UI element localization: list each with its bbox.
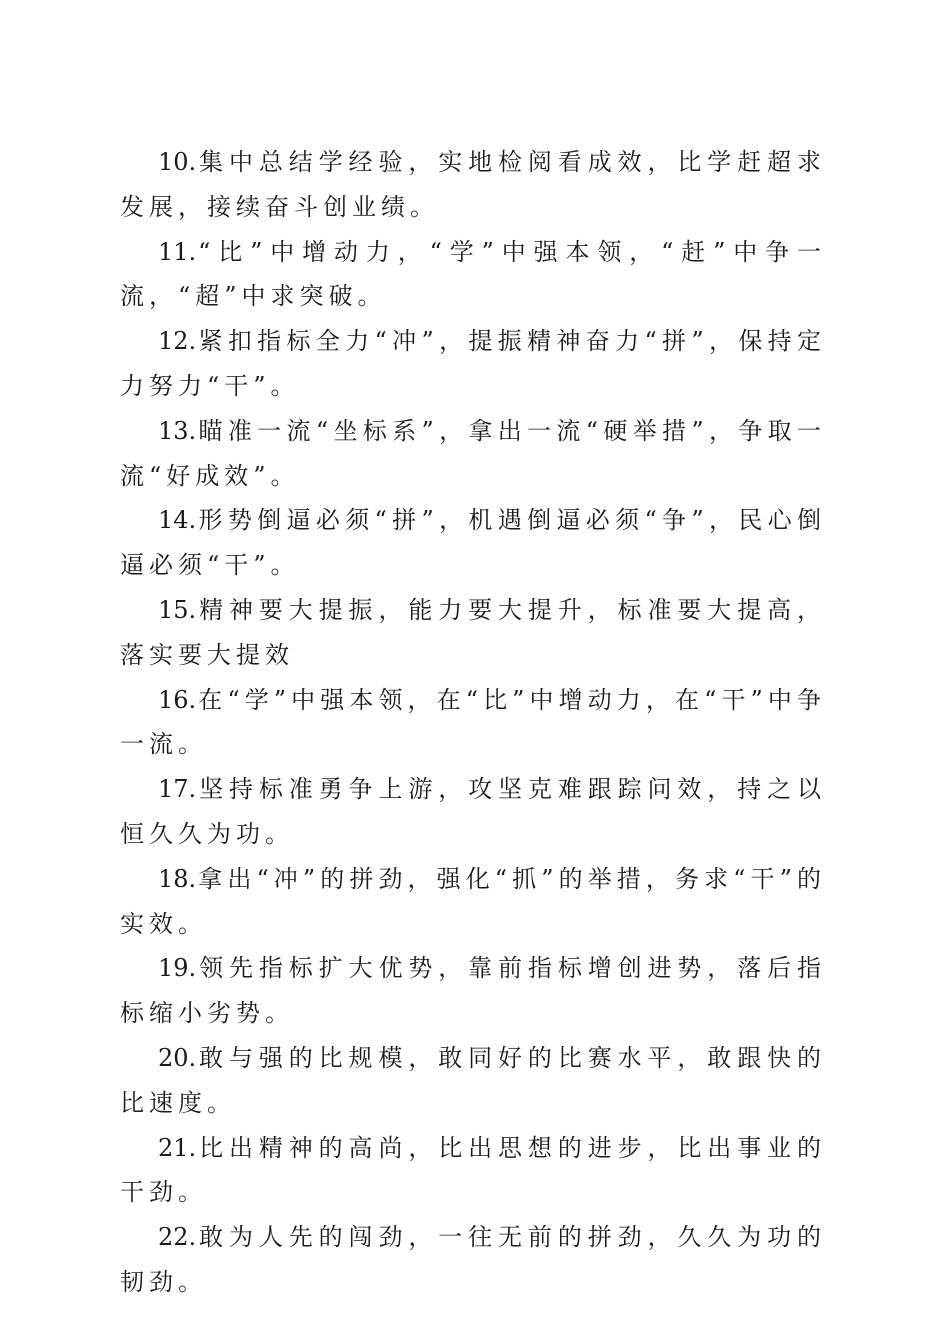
- item-number: 13.: [158, 416, 197, 445]
- item-text: 拿出“冲”的拼劲，强化“抓”的举措，务求“干”的实效。: [120, 864, 826, 938]
- item-text: 瞄准一流“坐标系”，拿出一流“硬举措”，争取一流“好成效”。: [120, 416, 826, 490]
- item-text: 敢为人先的闯劲，一往无前的拼劲，久久为功的韧劲。: [120, 1223, 826, 1296]
- list-item: [120, 140, 826, 230]
- list-item: [120, 409, 826, 499]
- list-item: [120, 498, 826, 588]
- list-item: [120, 230, 826, 320]
- item-number: 19.: [158, 954, 197, 983]
- item-number: 16.: [158, 685, 197, 714]
- list-item: [120, 767, 826, 857]
- item-number: 12.: [158, 327, 197, 356]
- item-text: “比”中增动力，“学”中强本领，“赶”中争一流，“超”中求突破。: [120, 237, 826, 311]
- item-text: 在“学”中强本领，在“比”中增动力，在“干”中争一流。: [120, 685, 826, 759]
- item-number: 18.: [158, 864, 197, 893]
- item-number: 17.: [158, 775, 197, 804]
- list-item: [120, 1036, 826, 1126]
- item-number: 21.: [158, 1133, 197, 1162]
- item-number: 14.: [158, 506, 197, 535]
- list-item: [120, 946, 826, 1036]
- item-text: 领先指标扩大优势，靠前指标增创进势，落后指标缩小劣势。: [120, 954, 826, 1028]
- list-item: [120, 588, 826, 678]
- item-text: 比出精神的高尚，比出思想的进步，比出事业的干劲。: [120, 1133, 826, 1207]
- item-number: 10.: [158, 148, 197, 176]
- item-text: 坚持标准勇争上游，攻坚克难跟踪问效，持之以恒久久为功。: [120, 775, 826, 848]
- item-text: 形势倒逼必须“拼”，机遇倒逼必须“争”，民心倒逼必须“干”。: [120, 506, 826, 580]
- item-number: 22.: [158, 1223, 197, 1252]
- item-text: 集中总结学经验，实地检阅看成效，比学赶超求发展，接续奋斗创业绩。: [120, 148, 826, 221]
- item-text: 紧扣指标全力“冲”，提振精神奋力“拼”，保持定力努力“干”。: [120, 327, 826, 400]
- item-number: 15.: [158, 595, 197, 624]
- list-item: [120, 319, 826, 409]
- item-number: 11.: [158, 237, 197, 266]
- item-text: 敢与强的比规模，敢同好的比赛水平，敢跟快的比速度。: [120, 1043, 826, 1117]
- document-body: [120, 140, 826, 1305]
- list-item: [120, 678, 826, 768]
- list-item: [120, 1126, 826, 1216]
- item-number: 20.: [158, 1043, 197, 1072]
- list-item: [120, 857, 826, 947]
- list-item: [120, 1215, 826, 1305]
- item-text: 精神要大提振，能力要大提升，标准要大提高，落实要大提效: [120, 595, 826, 669]
